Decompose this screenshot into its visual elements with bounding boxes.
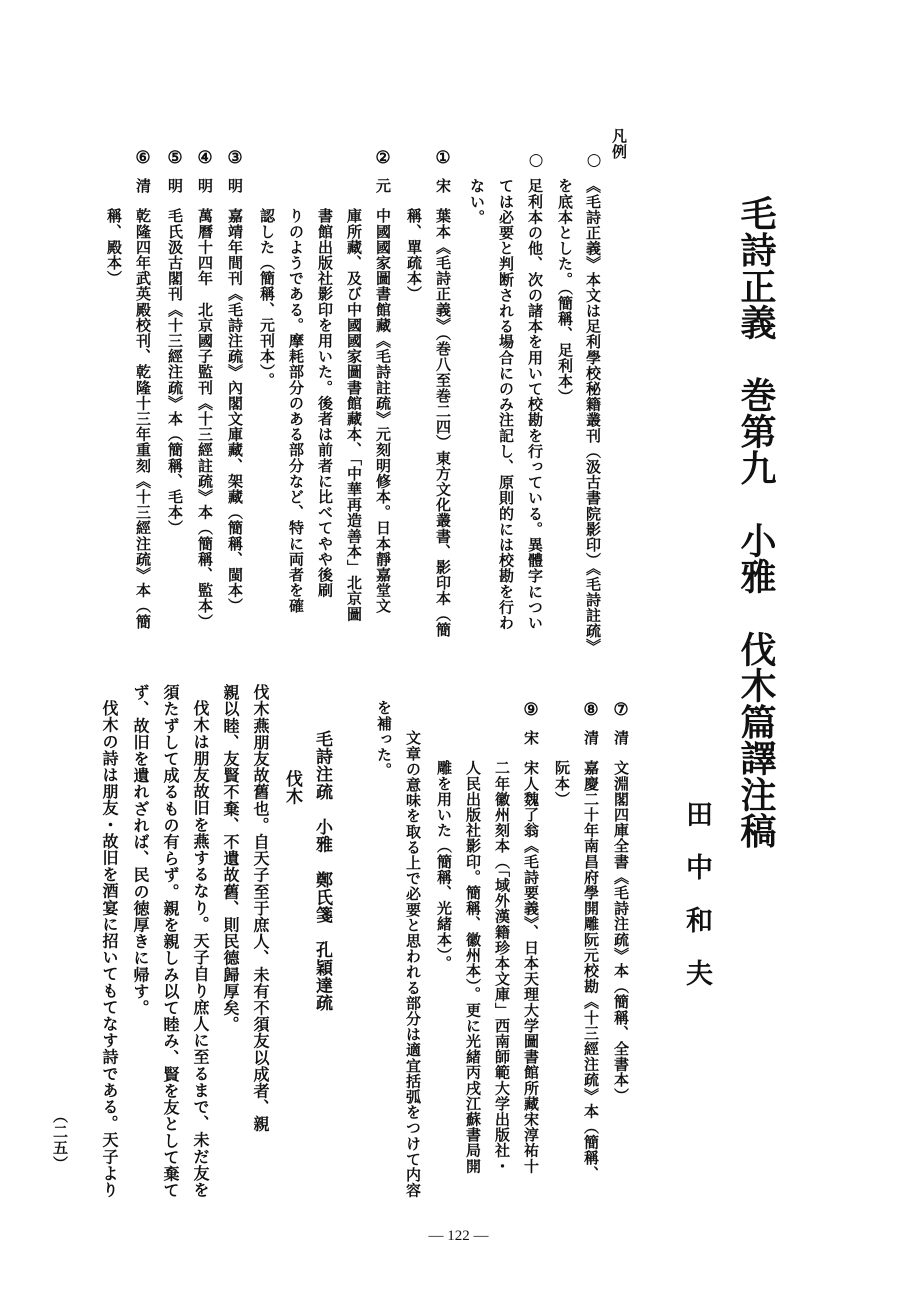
note-line: 中國國家圖書館藏《毛詩註疏》元刻明修本。日本靜嘉堂文 <box>374 208 392 614</box>
note-line: 文章の意味を取る上で必要と思われる部分は適宜括弧をつけて内容 <box>404 730 422 1198</box>
edition-era: 元 <box>374 178 392 194</box>
note-line: 庫所藏、及び中國國家圖書館藏本、「中華再造善本」北京圖 <box>345 208 363 622</box>
note-line: 葉本《毛詩正義》（巻八至巻二四）東方文化叢書、影印本（簡 <box>434 208 452 638</box>
note-line: 認した（簡稱、元刊本）。 <box>258 208 276 388</box>
reading-line: 須たずして成るもの有らず。親を親しみ以て睦み、賢を友として棄て <box>161 684 180 1199</box>
note-line: を補った。 <box>375 700 393 778</box>
edition-era: 清 <box>582 730 600 746</box>
note-line: 乾隆四年武英殿校刊、乾隆十三年重刻《十三經注疏》本（簡 <box>134 208 152 630</box>
note-line: ない。 <box>468 178 486 225</box>
page-number-kanji: （二五） <box>51 1108 69 1172</box>
article-title: 毛詩正義 巻第九 小雅 伐木篇譯注稿 <box>735 195 777 849</box>
note-line: を底本とした。（簡稱、足利本） <box>556 178 574 405</box>
note-line: ては必要と判断される場合にのみ注記し、原則的には校勘を行わ <box>497 178 515 631</box>
edition-era: 宋 <box>522 730 540 746</box>
edition-number: ⑤ <box>165 148 185 168</box>
page-number: — 122 — <box>428 1228 489 1244</box>
note-line: 二年徽州刻本（「域外漢籍珍本文庫」西南師範大学出版社・ <box>493 760 511 1174</box>
translation-line: 伐木の詩は朋友・故旧を酒宴に招いてもてなす詩である。天子より <box>100 700 119 1198</box>
edition-number: ⑥ <box>133 148 153 168</box>
note-line: 嘉靖年間刊《毛詩注疏》內閣文庫藏、架藏（簡稱、閩本） <box>226 208 244 614</box>
note-line: 稱、單疏本） <box>405 208 423 302</box>
note-line: 宋人魏了翁《毛詩要義》、日本天理大学圖書館所藏宋淳祐十 <box>522 760 540 1174</box>
section-subheading: 伐木 <box>282 770 302 806</box>
note-line: 人民出版社影印。簡稱、徽州本）。更に光緒丙戌江蘇書局開 <box>464 760 482 1174</box>
note-line: 稱、殿本） <box>105 208 123 286</box>
note-line: 阮本） <box>553 760 571 807</box>
edition-era: 明 <box>226 178 244 194</box>
classic-text-line: 親以睦、友賢不棄、不遺故舊、則民德歸厚矣。 <box>221 684 240 1033</box>
author-name: 田中和夫 <box>681 800 712 1012</box>
edition-number: ⑧ <box>581 700 601 720</box>
section-heading: 毛詩注疏 小雅 鄭氏箋 孔穎達疏 <box>312 730 332 1012</box>
edition-era: 明 <box>196 178 214 194</box>
notes-heading: 凡例 <box>610 128 628 160</box>
edition-era: 宋 <box>434 178 452 194</box>
edition-number: ① <box>433 148 453 168</box>
note-line: 萬曆十四年 北京國子監刊《十三經註疏》本（簡稱、監本） <box>196 208 214 630</box>
classic-text-line: 伐木燕朋友故舊也。自天子至于庶人、未有不須友以成者、親 <box>251 684 270 1133</box>
reading-line: ず、故旧を遺れざれば、民の徳厚きに帰す。 <box>131 684 150 1016</box>
note-line: りのようである。摩耗部分のある部分など、特に両者を確 <box>287 208 305 614</box>
note-line: 毛氏汲古閣刊《十三經注疏》本（簡稱、毛本） <box>166 208 184 536</box>
note-line: 足利本の他、次の諸本を用いて校勘を行っている。異體字につい <box>526 178 544 631</box>
note-line: 書館出版社影印を用いた。後者は前者に比べてやや後刷 <box>316 208 334 598</box>
note-bullet: ○ <box>584 150 604 170</box>
note-line: 《毛詩正義》本文は足利學校秘籍叢刊（汲古書院影印）《毛詩註疏》 <box>584 178 602 655</box>
note-line: 文淵閣四庫全書《毛詩注疏》本（簡稱、全書本） <box>612 760 630 1104</box>
edition-number: ③ <box>225 148 245 168</box>
note-line: 雕を用いた（簡稱、光緒本）。 <box>435 760 453 971</box>
edition-era: 清 <box>612 730 630 746</box>
reading-line: 伐木は朋友故旧を燕するなり。天子自り庶人に至るまで、未だ友を <box>191 700 210 1198</box>
edition-era: 明 <box>166 178 184 194</box>
edition-era: 清 <box>134 178 152 194</box>
edition-number: ⑦ <box>611 700 631 720</box>
edition-number: ④ <box>195 148 215 168</box>
edition-number: ② <box>373 148 393 168</box>
note-bullet: ○ <box>526 150 546 170</box>
note-line: 嘉慶二十年南昌府學開雕阮元校勘《十三經注疏》本（簡稱、 <box>582 760 600 1182</box>
edition-number: ⑨ <box>521 700 541 720</box>
